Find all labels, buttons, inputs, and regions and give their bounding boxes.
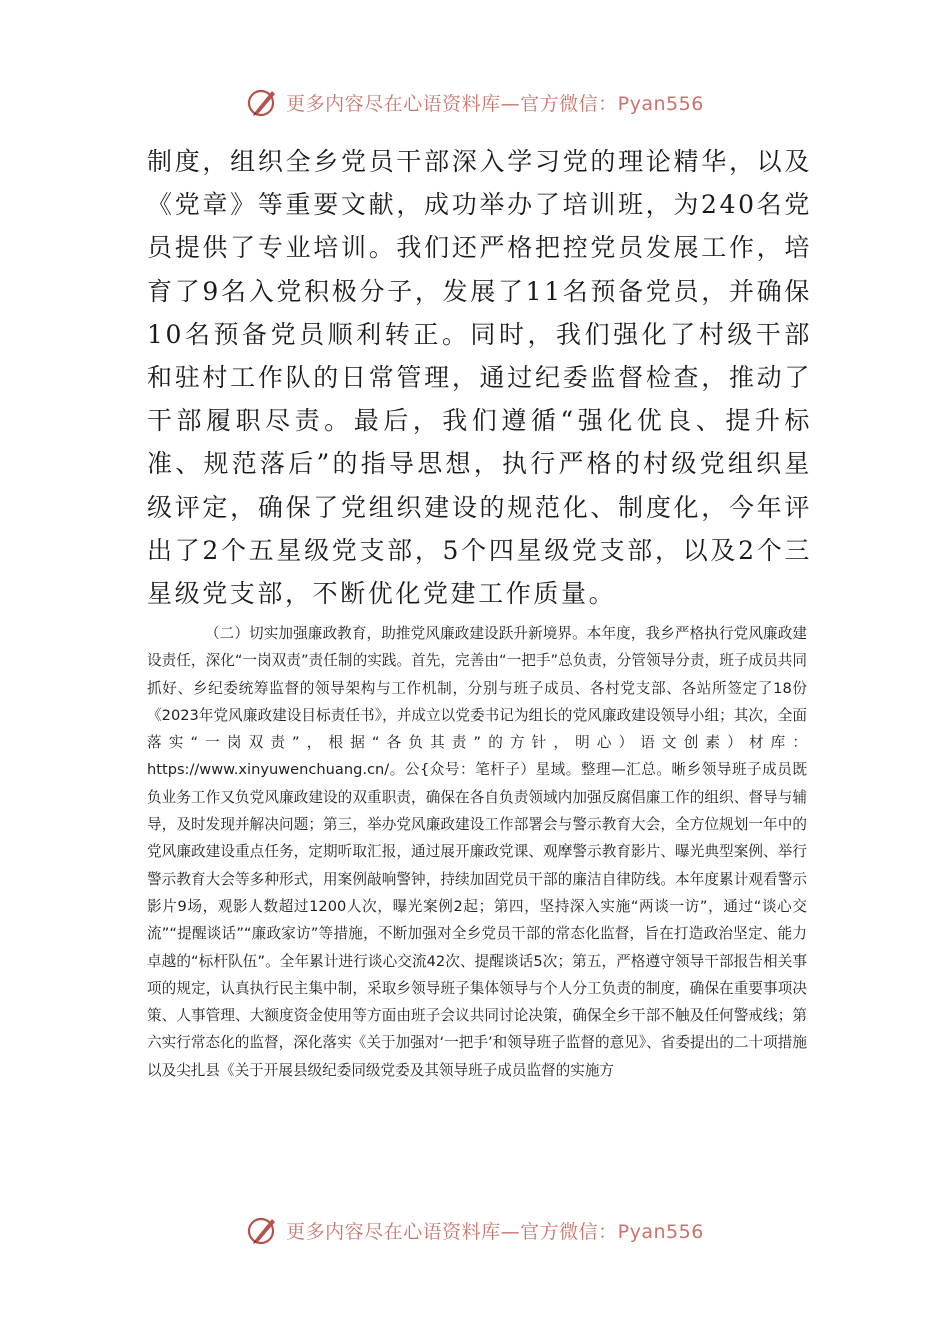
- body-paragraph-large: 制度，组织全乡党员干部深入学习党的理论精华，以及《党章》等重要文献，成功举办了培训班，为240名党员提供了专业培训。我们还严格把控党员发展工作，培育了9名入党积极分子，发展了11名预备党员，并确保10名预备党员顺利转正。同时，我们强化了村级干部和驻村工作队的日常管理，通过纪委监督检查，推动了干部履职尽责。最后，我们遵循“强化优良、提升标准、规范落后”的指导思想，执行严格的村级党组织星级评定，确保了党组织建设的规范化、制度化，今年评出了2个五星级党支部，5个四星级党支部，以及2个三星级党支部，不断优化党建工作质量。: [147, 147, 812, 609]
- quill-pen-logo-icon: [246, 1213, 280, 1247]
- header-banner: [0, 82, 950, 122]
- header-banner-text: 更多内容尽在心语资料库—官方微信：Pyan556: [286, 92, 704, 115]
- quill-pen-logo-icon: [246, 85, 280, 119]
- footer-banner-content: [246, 1213, 704, 1247]
- header-banner-content: [246, 85, 704, 119]
- footer-banner-text: 更多内容尽在心语资料库—官方微信：Pyan556: [286, 1220, 704, 1243]
- footer-banner: [0, 1210, 950, 1250]
- body-paragraph-small: （二）切实加强廉政教育，助推党风廉政建设跃升新境界。本年度，我乡严格执行党风廉政建设责任，深化“一岗双责”责任制的实践。首先，完善由“一把手”总负责，分管领导分责，班子成员共同抓好、乡纪委统筹监督的领导架构与工作机制，分别与班子成员、各村党支部、各站所签定了18份《2023年党风廉政建设目标责任书》，并成立以党委书记为组长的党风廉政建设领导小组；其次，全面落实“一岗双责”，根据“各负其责”的方针，明心）语文创素）材库：https://www.xinyuwenchuang.cn/。公{众号：笔杆子）星域。整理—汇总。晰乡领导班子成员既负业务工作又负党风廉政建设的双重职责，确保在各自负责领域内加强反腐倡廉工作的组织、督导与辅导，及时发现并解决问题；第三，举办党风廉政建设工作部署会与警示教育大会，全方位规划一年中的党风廉政建设重点任务，定期听取汇报，通过展开廉政党课、观摩警示教育影片、曝光典型案例、举行警示教育大会等多种形式，用案例敲响警钟，持续加固党员干部的廉洁自律防线。本年度累计观看警示影片9场，观影人数超过1200人次，曝光案例2起；第四，坚持深入实施“两谈一访”，通过“谈心交流”“提醒谈话”“廉政家访”等措施，不断加强对全乡党员干部的常态化监督，旨在打造政治坚定、能力卓越的“标杆队伍”。全年累计进行谈心交流42次、提醒谈话5次；第五，严格遵守领导干部报告相关事项的规定，认真执行民主集中制，采取乡领导班子集体领导与个人分工负责的制度，确保在重要事项决策、人事管理、大额度资金使用等方面由班子会议共同讨论决策，确保全乡干部不触及任何警戒线；第六实行常态化的监督，深化落实《关于加强对‘一把手’和领导班子监督的意见》、省委提出的二十项措施以及尖扎县《关于开展县级纪委同级党委及其领导班子成员监督的实施方: [147, 625, 807, 1079]
